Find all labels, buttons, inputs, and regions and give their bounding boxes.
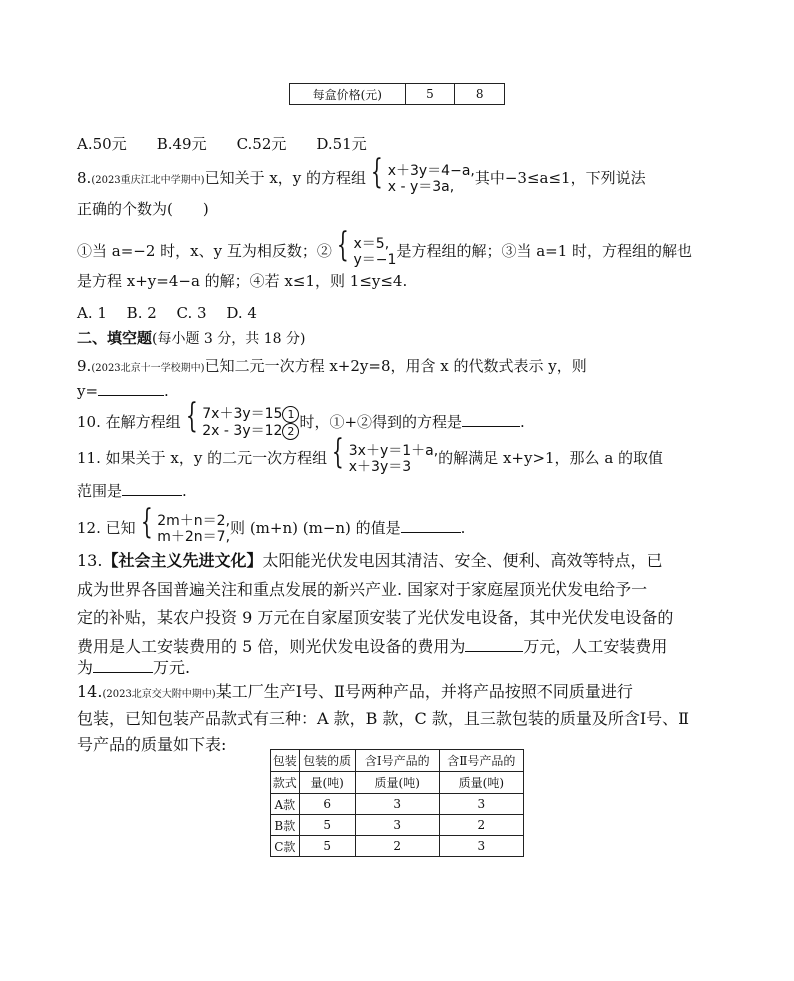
q12-answer-blank[interactable] <box>401 518 461 533</box>
q13-line5-b: 万元. <box>153 658 191 677</box>
table-header-cell: 量(吨) <box>299 772 355 794</box>
q11-stem: 11. 如果关于 x，y 的二元一次方程组 <box>77 449 328 467</box>
q10-eq2: 2x - 3y＝12 <box>202 423 283 439</box>
q12-eq2: m＋2n＝7, <box>157 529 231 545</box>
q13-tag: 【社会主义先进文化】 <box>102 551 263 570</box>
question-8 <box>77 152 646 195</box>
q10-answer-blank[interactable] <box>462 412 520 427</box>
q8-statement-2: 是方程组的解；③当 a=1 时，方程组的解也 <box>396 242 693 260</box>
table-cell: 3 <box>439 836 523 857</box>
table-cell: 2 <box>355 836 439 857</box>
question-10 <box>77 396 525 440</box>
question-9 <box>77 355 587 376</box>
q8-sol2: y＝−1 <box>353 252 397 268</box>
section-2-heading <box>77 327 305 348</box>
q10-stem-end: 时，①+②得到的方程是 <box>299 413 463 431</box>
q8-line4: 是方程 x+y=4−a 的解；④若 x≤1，则 1≤y≤4. <box>77 272 408 290</box>
q7-options: A.50元 B.49元 C.52元 D.51元 <box>77 135 367 153</box>
question-12 <box>77 502 466 545</box>
q11-range-label: 范围是 <box>77 482 123 500</box>
price-table <box>289 83 505 105</box>
q13-number: 13. <box>77 551 103 570</box>
q13-answer-blank-1[interactable] <box>465 637 523 652</box>
table-header-cell: 款式 <box>271 772 300 794</box>
section-2-note: (每小题 3 分，共 18 分) <box>152 331 306 347</box>
q8-source: (2023重庆江北中学期中) <box>91 175 205 186</box>
table-cell: 3 <box>439 794 523 815</box>
q9-answer-blank[interactable] <box>98 381 164 396</box>
q11-line2 <box>77 480 187 501</box>
table-cell: 6 <box>299 794 355 815</box>
table-header-cell: 质量(吨) <box>355 772 439 794</box>
q13-line2: 成为世界各国普遍关注和重点发展的新兴产业. 国家对于家庭屋顶光伏发电给予一 <box>77 580 648 599</box>
q9-line2 <box>77 381 169 400</box>
packaging-table <box>270 749 524 857</box>
q11-system <box>349 443 438 475</box>
table-cell: 3 <box>355 794 439 815</box>
q14-number: 14. <box>77 682 103 701</box>
section-2-title: 二、填空题 <box>77 329 153 347</box>
question-11 <box>77 432 664 475</box>
q9-stem: 已知二元一次方程 x+2y=8，用含 x 的代数式表示 y，则 <box>204 357 587 375</box>
q8-options: A. 1 B. 2 C. 3 D. 4 <box>77 304 257 322</box>
q11-eq2: x＋3y＝3 <box>348 459 412 475</box>
table-row <box>271 794 524 815</box>
price-value-1: 5 <box>405 84 455 105</box>
q12-system <box>157 513 230 545</box>
brace-icon: { <box>140 502 153 542</box>
table-cell: 3 <box>355 815 439 836</box>
q9-period: . <box>164 382 169 400</box>
q10-eq1: 7x＋3y＝15 <box>202 406 283 422</box>
q14-line1: 某工厂生产Ⅰ号、Ⅱ号两种产品，并将产品按照不同质量进行 <box>215 682 633 701</box>
q8-solution <box>354 236 397 268</box>
brace-icon: { <box>185 396 198 436</box>
table-cell: 5 <box>299 815 355 836</box>
question-14 <box>77 679 633 702</box>
q9-source: (2023北京十一学校期中) <box>91 363 205 374</box>
q11-answer-blank[interactable] <box>122 481 182 496</box>
q12-stem-end: 则 (m+n) (m−n) 的值是 <box>230 519 401 537</box>
circled-2-icon: 2 <box>282 423 299 440</box>
q11-eq1: 3x＋y＝1＋a, <box>348 443 439 459</box>
q13-line3: 定的补贴，某农户投资 9 万元在自家屋顶安装了光伏发电设备，其中光伏发电设备的 <box>77 608 674 627</box>
q13-line4-a: 费用是人工安装费用的 5 倍，则光伏发电设备的费用为 <box>77 637 466 656</box>
brace-icon: { <box>370 152 383 192</box>
q8-sol1: x＝5, <box>353 236 390 252</box>
table-header-cell: 包装 <box>271 750 300 772</box>
q8-number: 8. <box>77 169 92 187</box>
table-header-cell: 含Ⅰ号产品的 <box>355 750 439 772</box>
q9-number: 9. <box>77 357 92 375</box>
q9-y-label: y= <box>77 382 99 400</box>
q10-stem: 10. 在解方程组 <box>77 413 181 431</box>
q11-stem-end: 的解满足 x+y>1，那么 a 的取值 <box>438 449 664 467</box>
q13-line4-b: 万元，人工安装费用 <box>523 637 668 656</box>
table-cell: 2 <box>439 815 523 836</box>
q8-statement-1: ①当 a=−2 时，x、y 互为相反数；② <box>77 242 332 260</box>
q14-line2: 包装，已知包装产品款式有三种：A 款，B 款，C 款，且三款包装的质量及所含Ⅰ号、Ⅱ <box>77 709 690 728</box>
brace-icon: { <box>336 225 349 265</box>
q12-stem: 12. 已知 <box>77 519 136 537</box>
q8-eq1: x＋3y＝4−a, <box>387 163 475 179</box>
table-cell: 5 <box>299 836 355 857</box>
q13-line4 <box>77 634 667 657</box>
table-row <box>271 815 524 836</box>
table-cell: B款 <box>271 815 300 836</box>
q12-eq1: 2m＋n＝2, <box>157 513 231 529</box>
q14-source: (2023北京交大附中期中) <box>102 689 216 700</box>
q8-line2: 正确的个数为( ) <box>77 200 209 218</box>
q8-eq2: x - y＝3a, <box>387 179 455 195</box>
price-label: 每盒价格(元) <box>290 84 406 105</box>
q11-period: . <box>182 482 187 500</box>
price-value-2: 8 <box>455 84 505 105</box>
q8-system <box>388 163 475 195</box>
table-header-row-2 <box>271 772 524 794</box>
brace-icon: { <box>331 432 344 472</box>
table-header-cell: 含Ⅱ号产品的 <box>439 750 523 772</box>
q8-stem: 已知关于 x，y 的方程组 <box>204 169 367 187</box>
q13-answer-blank-2[interactable] <box>93 658 153 673</box>
q13-line5 <box>77 655 190 678</box>
q8-statements <box>77 225 693 268</box>
table-header-cell: 包装的质 <box>299 750 355 772</box>
table-header-row-1 <box>271 750 524 772</box>
circled-1-icon: 1 <box>282 406 299 423</box>
table-cell: C款 <box>271 836 300 857</box>
q12-period: . <box>460 519 466 537</box>
q13-line5-a: 为 <box>77 658 94 677</box>
table-cell: A款 <box>271 794 300 815</box>
q13-line1: 太阳能光伏发电因其清洁、安全、便利、高效等特点，已 <box>262 551 663 570</box>
q8-stem-end: 其中−3≤a≤1，下列说法 <box>474 169 646 187</box>
q14-line3: 号产品的质量如下表: <box>77 735 227 754</box>
q10-period: . <box>520 413 525 431</box>
table-row <box>271 836 524 857</box>
question-13 <box>77 548 662 571</box>
table-header-cell: 质量(吨) <box>439 772 523 794</box>
